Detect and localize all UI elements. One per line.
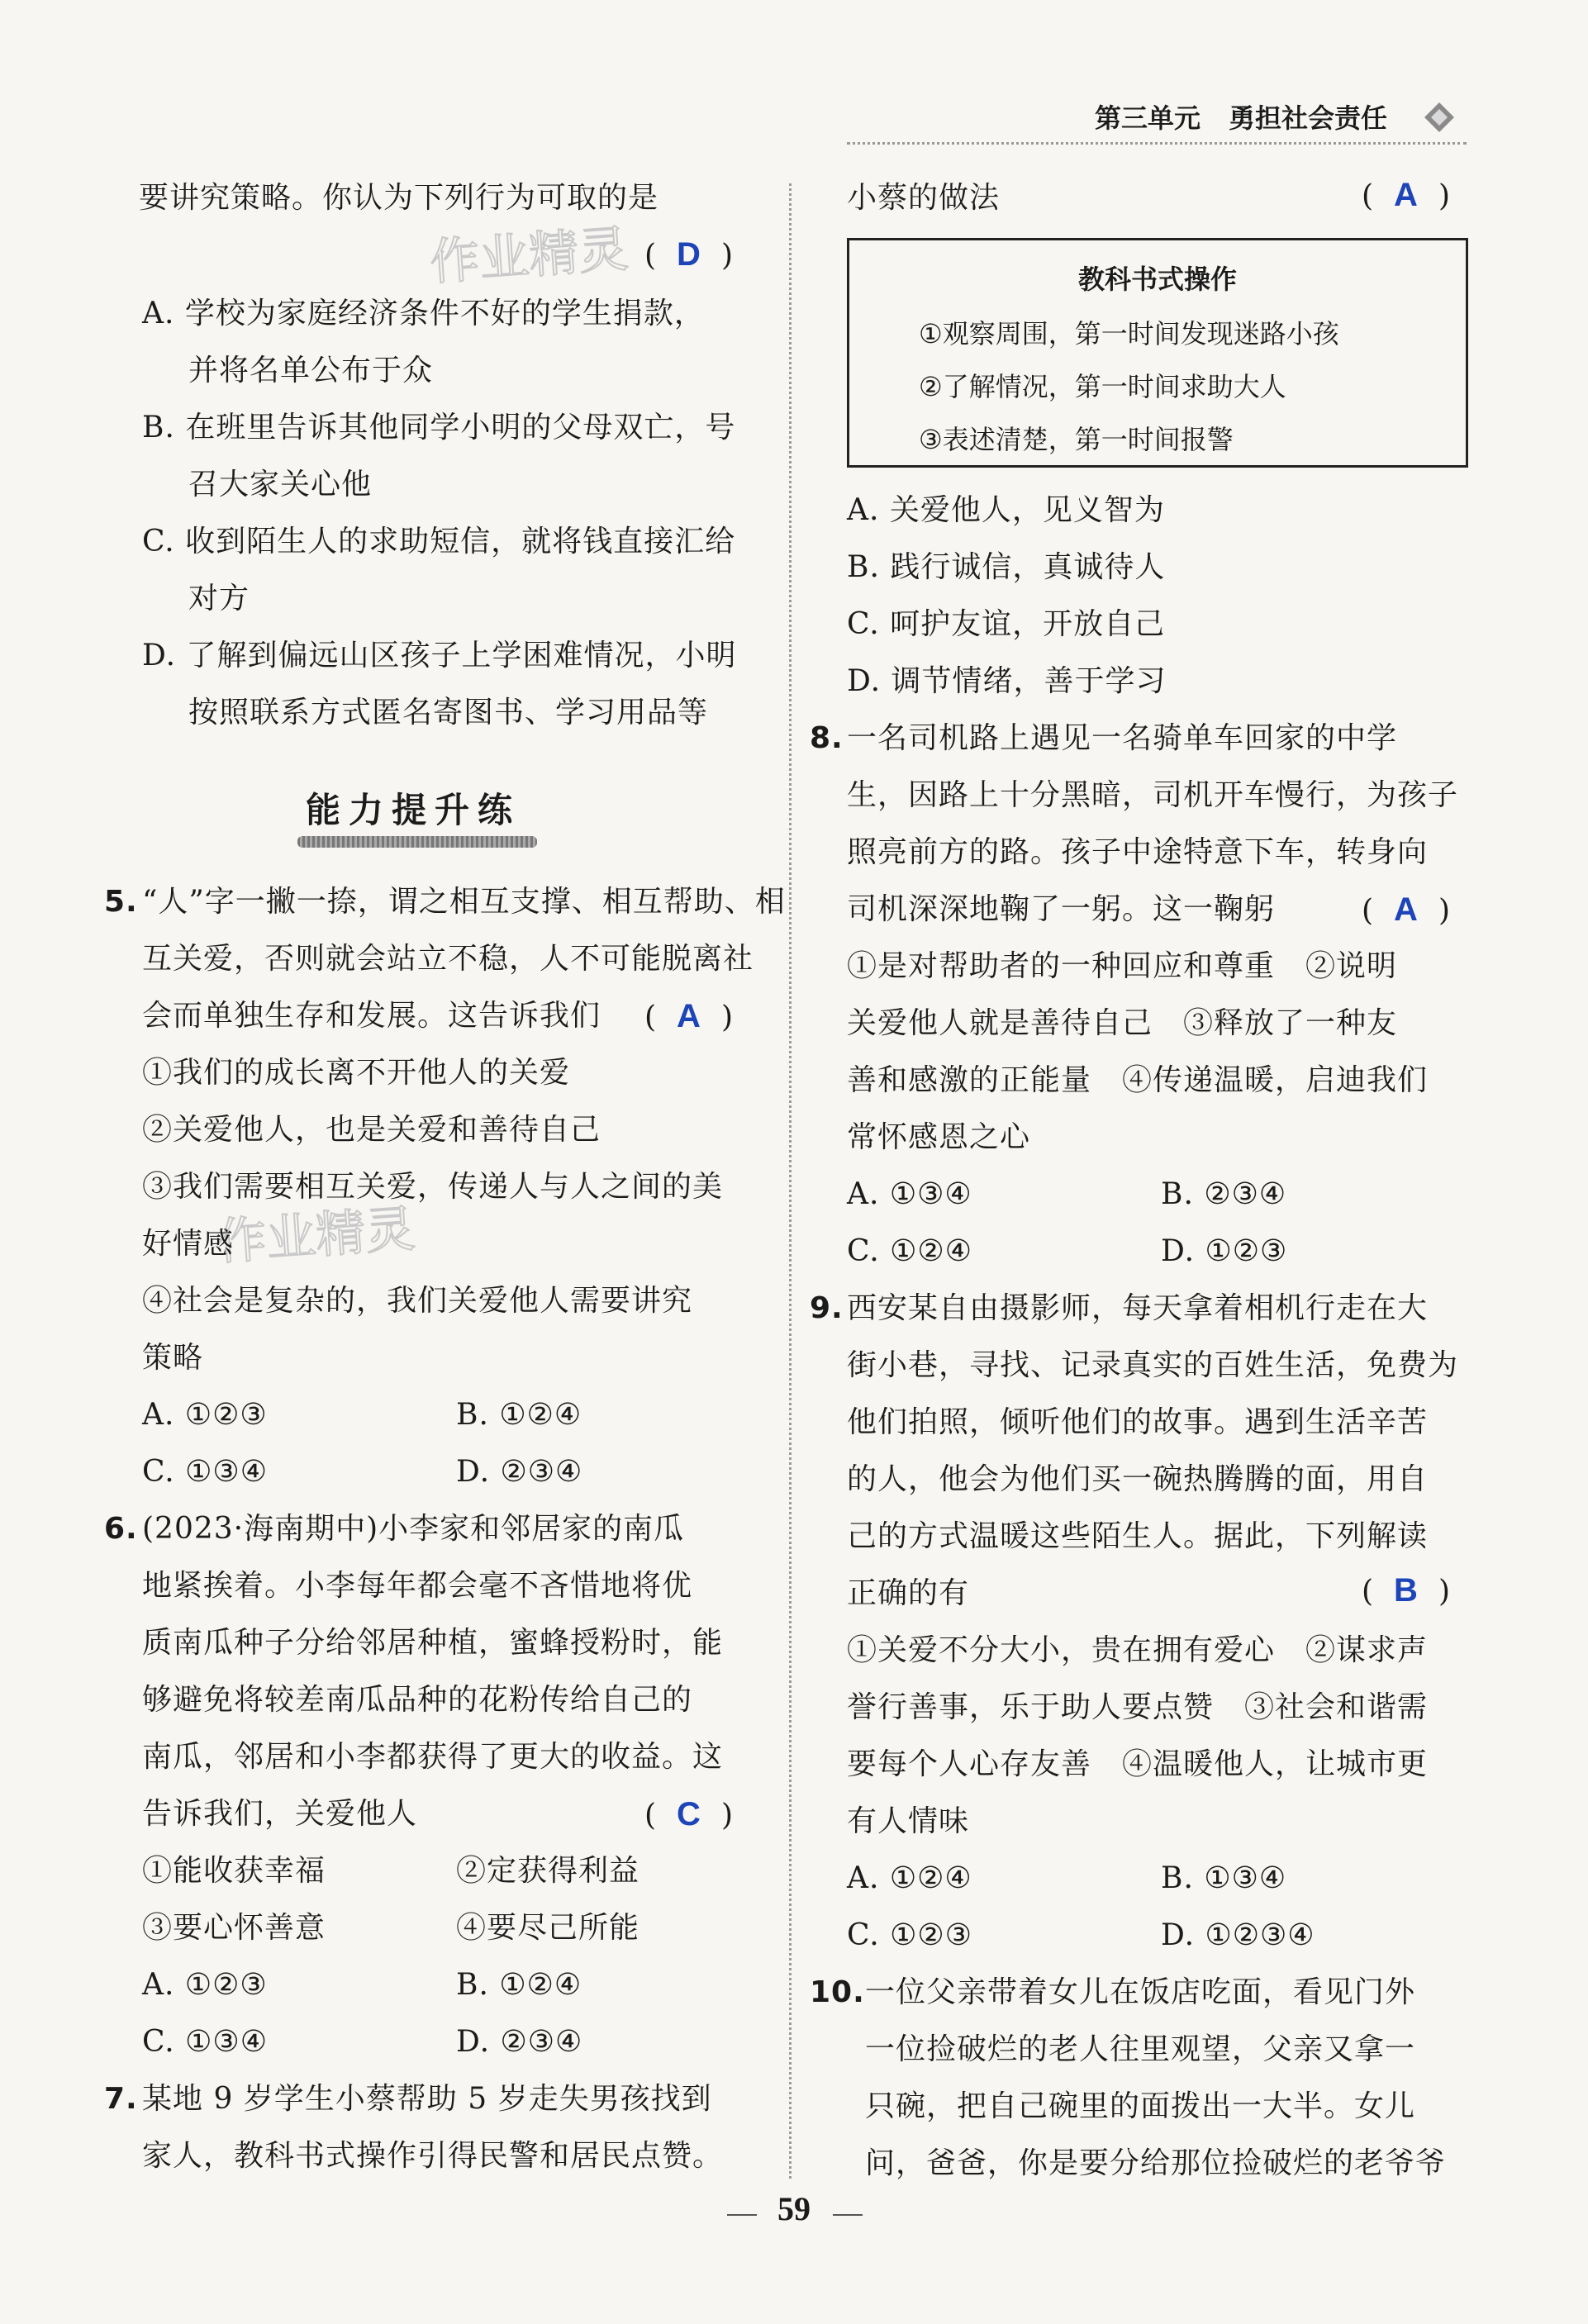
q7-stem-cont: 小蔡的做法 bbox=[847, 181, 1001, 215]
box-item: ②了解情况，第一时间求助大人 bbox=[919, 371, 1286, 402]
q6-item: ④要尽己所能 bbox=[456, 1911, 640, 1945]
q9-number: 9. bbox=[810, 1291, 844, 1325]
q8-item: 常怀感恩之心 bbox=[847, 1120, 1031, 1154]
q8-option: D. ①②③ bbox=[1161, 1234, 1288, 1268]
q9-stem-line: 西安某自由摄影师，每天拿着相机行走在大 bbox=[847, 1291, 1429, 1325]
q4-answer: ( D ) bbox=[644, 236, 733, 273]
q6-stem-line: 够避免将较差南瓜品种的花粉传给自己的 bbox=[142, 1683, 693, 1717]
q9-option: A. ①②④ bbox=[847, 1861, 972, 1895]
q7-answer: ( A ) bbox=[1362, 177, 1450, 213]
q5-option: B. ①②④ bbox=[456, 1398, 582, 1432]
q7-stem-line: 家人，教科书式操作引得民警和居民点赞。 bbox=[142, 2139, 724, 2173]
q6-stem-line: 地紧挨着。小李每年都会毫不吝惜地将优 bbox=[142, 1569, 693, 1603]
q5-stem-line: 会而单独生存和发展。这告诉我们 bbox=[142, 999, 601, 1033]
q10-number: 10. bbox=[810, 1975, 865, 2009]
q5-answer-letter: A bbox=[677, 998, 701, 1034]
q7-number: 7. bbox=[104, 2082, 138, 2116]
q4-option-d-cont: 按照联系方式匿名寄图书、学习用品等 bbox=[188, 696, 709, 730]
q4-option-b-cont: 召大家关心他 bbox=[188, 468, 373, 501]
q4-stem-line: 要讲究策略。你认为下列行为可取的是 bbox=[139, 181, 659, 215]
footer-dash bbox=[833, 2214, 863, 2216]
q5-item: 策略 bbox=[142, 1341, 204, 1375]
q4-option-c: C. 收到陌生人的求助短信，就将钱直接汇给 bbox=[142, 525, 736, 558]
q6-option: B. ①②④ bbox=[456, 1968, 582, 2002]
q6-item: ②定获得利益 bbox=[456, 1854, 640, 1888]
q10-stem-line: 问，爸爸，你是要分给那位捡破烂的老爷爷 bbox=[865, 2146, 1447, 2180]
q5-item: ②关爱他人，也是关爱和善待自己 bbox=[142, 1113, 601, 1147]
q8-stem-line: 司机深深地鞠了一躬。这一鞠躬 bbox=[847, 892, 1276, 926]
q10-stem-line: 一位捡破烂的老人往里观望，父亲又拿一 bbox=[865, 2032, 1416, 2066]
q5-item: ③我们需要相互关爱，传递人与人之间的美 bbox=[142, 1170, 724, 1204]
box-title: 教科书式操作 bbox=[1077, 264, 1237, 295]
q10-stem-line: 只碗，把自己碗里的面拨出一大半。女儿 bbox=[865, 2089, 1416, 2123]
q9-answer-letter: B bbox=[1394, 1572, 1418, 1609]
q8-answer-letter: A bbox=[1394, 891, 1418, 928]
q5-answer: ( A ) bbox=[644, 998, 733, 1034]
q9-item: 有人情味 bbox=[847, 1804, 970, 1838]
q5-item: ①我们的成长离不开他人的关爱 bbox=[142, 1056, 571, 1090]
q5-item: 好情感 bbox=[142, 1227, 235, 1261]
watermark: 作业精灵 bbox=[428, 220, 630, 292]
header-divider bbox=[847, 142, 1467, 145]
q9-stem-line: 正确的有 bbox=[847, 1576, 970, 1610]
q6-item: ①能收获幸福 bbox=[142, 1854, 326, 1888]
q4-option-a-cont: 并将名单公布于众 bbox=[188, 354, 434, 387]
q9-stem-line: 他们拍照，倾听他们的故事。遇到生活辛苦 bbox=[847, 1405, 1429, 1439]
q6-stem-line: 质南瓜种子分给邻居种植，蜜蜂授粉时，能 bbox=[142, 1626, 724, 1660]
section-underline bbox=[297, 836, 537, 848]
q5-item: ④社会是复杂的，我们关爱他人需要讲究 bbox=[142, 1284, 693, 1318]
q7-option: D. 调节情绪，善于学习 bbox=[847, 664, 1167, 698]
diamond-ornament-icon bbox=[1423, 101, 1456, 134]
q6-number: 6. bbox=[104, 1512, 138, 1546]
q4-option-a: A. 学校为家庭经济条件不好的学生捐款， bbox=[142, 297, 705, 330]
q6-answer: ( C ) bbox=[644, 1796, 733, 1832]
q7-stem-line: 某地 9 岁学生小蔡帮助 5 岁走失男孩找到 bbox=[142, 2082, 712, 2116]
box-item: ①观察周围，第一时间发现迷路小孩 bbox=[919, 318, 1339, 349]
unit-title: 勇担社会责任 bbox=[1229, 102, 1388, 134]
q5-stem-line: “人”字一撇一捺，谓之相互支撑、相互帮助、相 bbox=[142, 885, 786, 919]
q7-option: B. 践行诚信，真诚待人 bbox=[847, 550, 1166, 584]
watermark: 作业精灵 bbox=[215, 1200, 417, 1272]
q8-answer: ( A ) bbox=[1362, 891, 1450, 928]
q5-stem-line: 互关爱，否则就会站立不稳，人不可能脱离社 bbox=[142, 942, 754, 976]
q7-answer-letter: A bbox=[1394, 177, 1418, 213]
q5-option: A. ①②③ bbox=[142, 1398, 268, 1432]
q9-item: 要每个人心存友善 ④温暖他人，让城市更 bbox=[847, 1747, 1429, 1781]
q9-answer: ( B ) bbox=[1362, 1572, 1450, 1609]
q8-item: 关爱他人就是善待自己 ③释放了一种友 bbox=[847, 1006, 1398, 1040]
q6-option: D. ②③④ bbox=[456, 2025, 583, 2059]
q9-stem-line: 街小巷，寻找、记录真实的百姓生活，免费为 bbox=[847, 1348, 1459, 1382]
q8-option: B. ②③④ bbox=[1161, 1177, 1287, 1211]
q5-option: D. ②③④ bbox=[456, 1455, 583, 1489]
q9-stem-line: 的人，他会为他们买一碗热腾腾的面，用自 bbox=[847, 1462, 1429, 1496]
q9-option: C. ①②③ bbox=[847, 1918, 972, 1952]
q4-option-c-cont: 对方 bbox=[188, 582, 250, 615]
q8-item: ①是对帮助者的一种回应和尊重 ②说明 bbox=[847, 949, 1398, 983]
q8-option: A. ①③④ bbox=[847, 1177, 972, 1211]
q4-option-d: D. 了解到偏远山区孩子上学困难情况，小明 bbox=[142, 639, 737, 672]
q6-item: ③要心怀善意 bbox=[142, 1911, 326, 1945]
q6-option: C. ①③④ bbox=[142, 2025, 268, 2059]
q8-stem-line: 生，因路上十分黑暗，司机开车慢行，为孩子 bbox=[847, 778, 1459, 812]
q4-answer-letter: D bbox=[677, 236, 701, 273]
column-divider bbox=[789, 183, 792, 2179]
textbook-procedure-box bbox=[847, 238, 1468, 468]
q7-option: C. 呵护友谊，开放自己 bbox=[847, 607, 1166, 641]
unit-header bbox=[1095, 97, 1415, 135]
q6-stem-line: 告诉我们，关爱他人 bbox=[142, 1797, 418, 1831]
q8-option: C. ①②④ bbox=[847, 1234, 972, 1268]
q4-option-b: B. 在班里告诉其他同学小明的父母双亡，号 bbox=[142, 411, 736, 444]
q9-item: ①关爱不分大小，贵在拥有爱心 ②谋求声 bbox=[847, 1633, 1429, 1667]
q7-option: A. 关爱他人，见义智为 bbox=[847, 493, 1165, 527]
q8-number: 8. bbox=[810, 721, 844, 755]
q6-stem-line: (2023·海南期中)小李家和邻居家的南瓜 bbox=[142, 1512, 685, 1546]
q5-option: C. ①③④ bbox=[142, 1455, 268, 1489]
unit-label: 第三单元 bbox=[1095, 102, 1201, 134]
q9-item: 誉行善事，乐于助人要点赞 ③社会和谐需 bbox=[847, 1690, 1429, 1724]
q10-stem-line: 一位父亲带着女儿在饭店吃面，看见门外 bbox=[865, 1975, 1416, 2009]
q9-option: B. ①③④ bbox=[1161, 1861, 1287, 1895]
q6-answer-letter: C bbox=[677, 1796, 701, 1832]
page-number: 59 bbox=[777, 2190, 811, 2227]
q9-stem-line: 己的方式温暖这些陌生人。据此，下列解读 bbox=[847, 1519, 1429, 1553]
q8-stem-line: 一名司机路上遇见一名骑单车回家的中学 bbox=[847, 721, 1398, 755]
q6-option: A. ①②③ bbox=[142, 1968, 268, 2002]
box-item: ③表述清楚，第一时间报警 bbox=[919, 424, 1234, 455]
q8-stem-line: 照亮前方的路。孩子中途特意下车，转身向 bbox=[847, 835, 1429, 869]
q5-number: 5. bbox=[104, 885, 138, 919]
section-title: 能力提升练 bbox=[306, 790, 521, 830]
q8-item: 善和感激的正能量 ④传递温暖，启迪我们 bbox=[847, 1063, 1429, 1097]
q6-stem-line: 南瓜，邻居和小李都获得了更大的收益。这 bbox=[142, 1740, 724, 1774]
q9-option: D. ①②③④ bbox=[1161, 1918, 1315, 1952]
